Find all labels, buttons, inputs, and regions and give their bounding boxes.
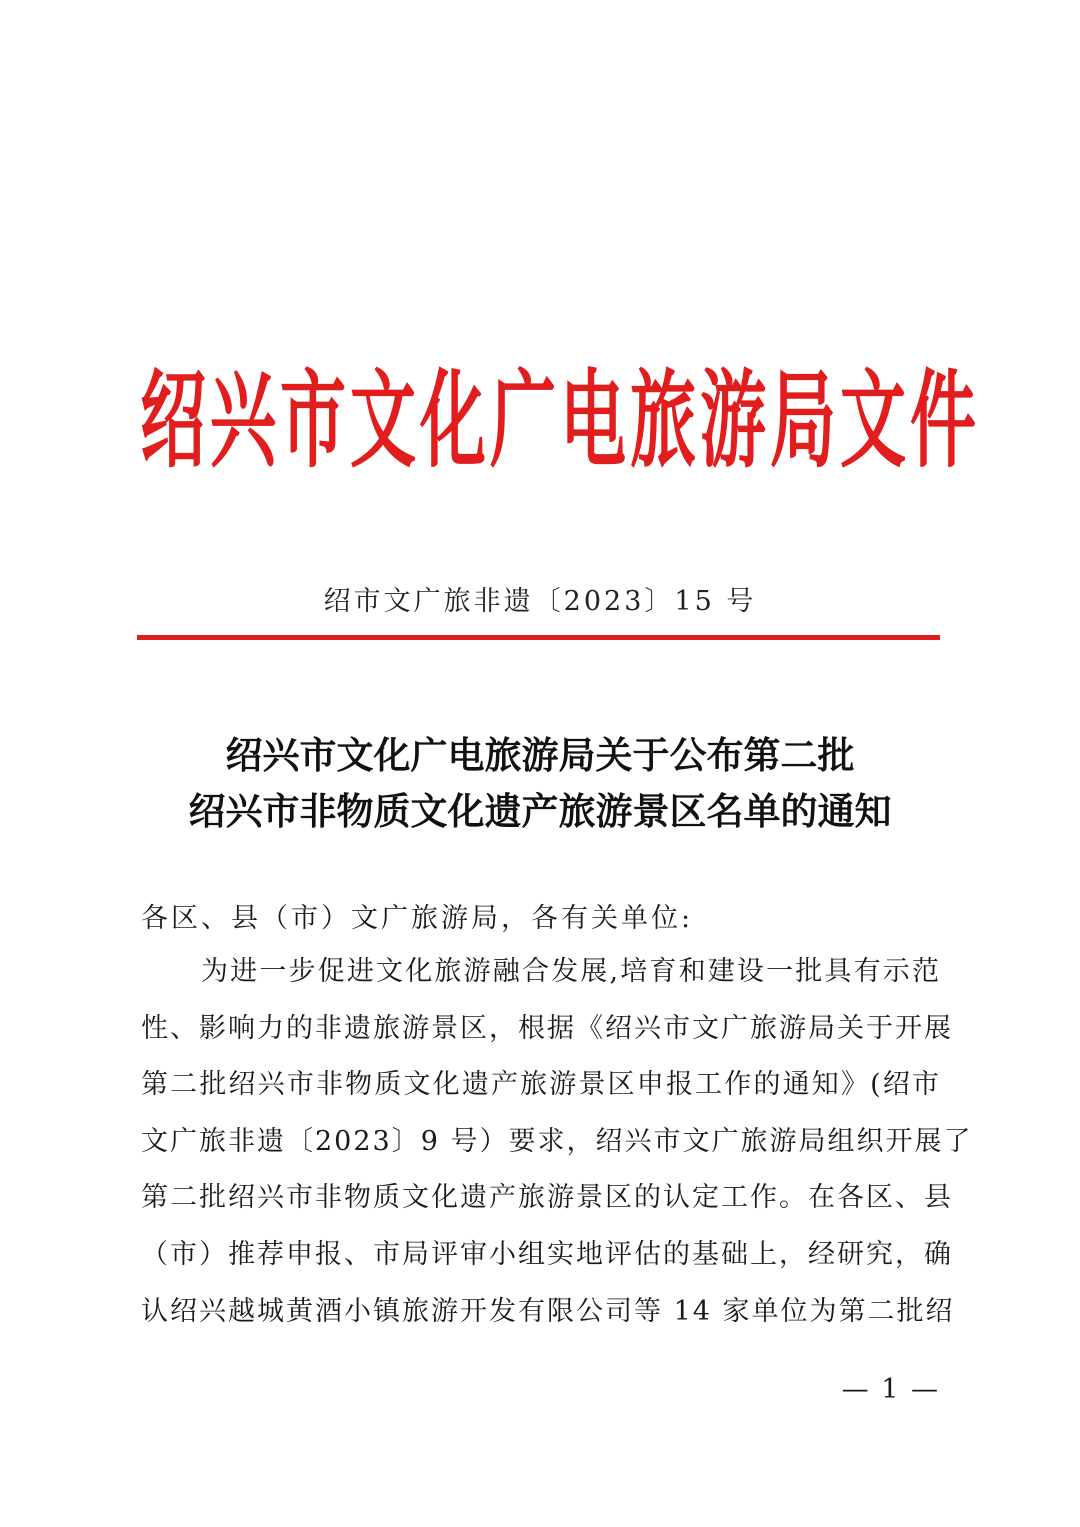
body-paragraph	[141, 954, 973, 1350]
notice-title-line-1: 绍兴市文化广电旅游局关于公布第二批	[225, 733, 855, 777]
body-line: 性、影响力的非遗旅游景区，根据《绍兴市文广旅游局关于开展	[141, 1012, 953, 1044]
notice-title-line-2: 绍兴市非物质文化遗产旅游景区名单的通知	[188, 789, 892, 833]
page-number: — 1 —	[841, 1374, 940, 1405]
red-divider-line	[137, 635, 940, 640]
masthead-title: 绍兴市文化广电旅游局文件	[140, 359, 980, 483]
salutation: 各区、县（市）文广旅游局，各有关单位:	[141, 903, 694, 934]
body-line: 为进一步促进文化旅游融合发展,培育和建设一批具有示范	[201, 956, 941, 987]
body-line: （市）推荐申报、市局评审小组实地评估的基础上，经研究，确	[141, 1238, 953, 1270]
body-line: 文广旅非遗〔2023〕9 号）要求，绍兴市文广旅游局组织开展了	[141, 1125, 973, 1157]
body-line: 第二批绍兴市非物质文化遗产旅游景区申报工作的通知》(绍市	[141, 1069, 941, 1101]
body-line: 第二批绍兴市非物质文化遗产旅游景区的认定工作。在各区、县	[141, 1182, 953, 1214]
notice-title	[100, 727, 980, 839]
document-number: 绍市文广旅非遗〔2023〕15 号	[323, 586, 757, 617]
body-line: 认绍兴越城黄酒小镇旅游开发有限公司等 14 家单位为第二批绍	[141, 1295, 955, 1327]
